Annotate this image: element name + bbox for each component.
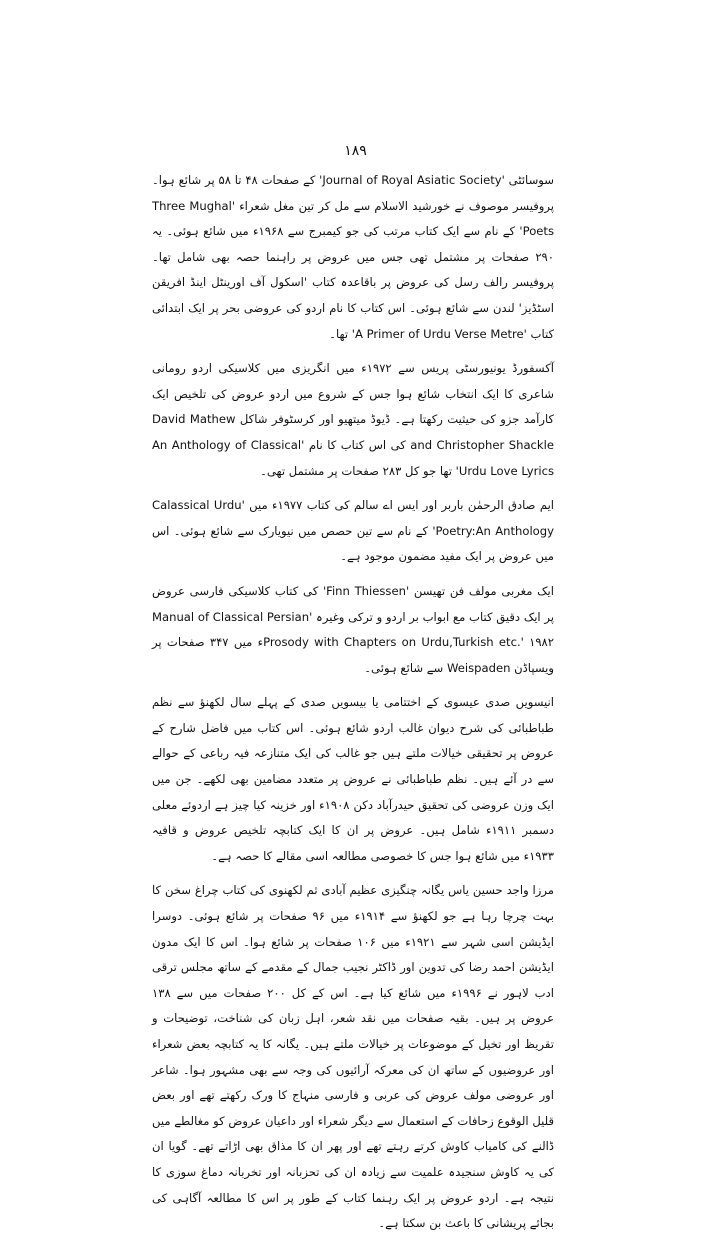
page-number: ۱۸۹: [344, 143, 367, 159]
page-body: [152, 168, 554, 1246]
paragraph-2: آکسفورڈ یونیورسٹی پریس سے ۱۹۷۲ء میں انگریزی میں کلاسیکی اردو رومانی شاعری کا ایک انتخاب شائع ہوا جس کے شروع میں اردو عروض کی تلخیص ایک کارآمد جزو کی حیثیت رکھتا ہے۔ ڈیوڈ میتھیو اور کرسٹوفر شاکل David Mathew and Christopher Shackle کی اس کتاب کا نام 'An Anthology of Classical Urdu Love Lyrics' تھا جو کل ۲۸۳ صفحات پر مشتمل تھی۔: [152, 361, 555, 478]
paragraph-6: مرزا واجد حسین یاس یگانہ چنگیزی عظیم آبادی ثم لکھنوی کی کتاب چراغ سخن کا بہت چرچا رہا ہے جو لکھنؤ سے ۱۹۱۴ء میں ۹۶ صفحات پر شائع ہوئی۔ دوسرا ایڈیشن اسی شہر سے ۱۹۲۱ء میں ۱۰۶ صفحات پر شائع ہوا۔ اس کا ایک مدون ایڈیشن احمد رضا کی تدوین اور ڈاکٹر نجیب جمال کے مقدمے کے ساتھ مجلس ترقی ادب لاہور نے ۱۹۹۶ء میں شائع کیا ہے۔ اس کے کل ۲۰۰ صفحات میں سے ۱۳۸ عروض پر ہیں۔ بقیہ صفحات میں نقد شعر، اہل زبان کی شناخت، توضیحات و تقریظ اور تخیل کے موضوعات پر خیالات ملتے ہیں۔ یگانہ کا یہ کتابچہ بعض شعراء اور عروضیوں کے ساتھ ان کی معرکہ آرائیوں کی وجہ سے بھی مشہور ہوا۔ شاعر اور عروضی مولف عروض کی عربی و فارسی منہاج کا ورک رکھتے تھے اور بعض قلیل الوقوع زحافات کے استعمال سے دیگر شعراء اور داعیان عروض کو مغالطے میں ڈالنے کی کامیاب کاوش کرتے رہتے تھے اور پھر ان کا مذاق بھی اڑاتے تھے۔ گویا ان کی یہ کاوش سنجیدہ علمیت سے زیادہ ان کی تحزبانہ اور تخربانہ دماغ سوزی کا نتیجہ ہے۔ اردو عروض پر ایک رہنما کتاب کے طور پر اس کا مطالعہ آگاہی کی بجائے پریشانی کا باعث بن سکتا ہے۔: [152, 883, 554, 1231]
paragraph-4: ایک مغربی مولف فن تھیسن 'Finn Thiessen' کی کتاب کلاسیکی فارسی عروض پر ایک دقیق کتاب مع ابواب بر اردو و ترکی وغیرہ 'Manual of Classical Persian Prosody with Chapters on Urdu,Turkish etc.' ۱۹۸۲ء میں ۳۴۷ صفحات پر ویسپاڈن Weispaden سے شائع ہوئی۔: [152, 583, 555, 675]
paragraph-1: سوسائٹی 'Journal of Royal Asiatic Society' کے صفحات ۴۸ تا ۵۸ پر شائع ہوا۔ پروفیسر موصوف نے خورشید الاسلام سے مل کر تین مغل شعراء 'Three Mughal Poets' کے نام سے ایک کتاب مرتب کی جو کیمبرج سے ۱۹۶۸ء میں شائع ہوئی۔ یہ ۲۹۰ صفحات پر مشتمل تھی جس میں عروض پر راہنما حصہ بھی شامل تھا۔ پروفیسر رالف رسل کی عروض پر باقاعدہ کتاب 'اسکول آف اورینٹل اینڈ افریقن اسٹڈیز' لندن سے شائع ہوئی۔ اس کتاب کا نام اردو کی عروضی بحر پر ایک ابتدائی کتاب 'A Primer of Urdu Verse Metre' تھا۔: [152, 173, 555, 341]
paragraph-5: انیسویں صدی عیسوی کے اختتامی یا بیسویں صدی کے پہلے سال لکھنؤ سے نظم طباطبائی کی شرح دیوان غالب اردو شائع ہوئی۔ اس کتاب میں فاضل شارح کے عروض پر تحقیقی خیالات ملتے ہیں جو غالب کی ایک متنازعہ فیہ رباعی کے حوالے سے در آئے ہیں۔ نظم طباطبائی نے عروض پر متعدد مضامین بھی لکھے۔ جن میں ایک وزن عروضی کی تحقیق حیدرآباد دکن ۱۹۰۸ء اور خزینہ کیا چیز ہے اردوئے معلی دسمبر ۱۹۱۱ء شامل ہیں۔ عروض پر ان کا ایک کتابچہ تلخیص عروض و قافیہ ۱۹۳۳ء میں شائع ہوا جس کا خصوصی مطالعہ اسی مقالے کا حصہ ہے۔: [152, 695, 554, 863]
paragraph-3: ایم صادق الرحمٰن باربر اور ایس اے سالم کی کتاب ۱۹۷۷ء میں 'Calassical Urdu Poetry:An Anthology' کے نام سے تین حصص میں نیویارک سے شائع ہوئی۔ اس میں عروض پر ایک مفید مضمون موجود ہے۔: [152, 498, 555, 564]
